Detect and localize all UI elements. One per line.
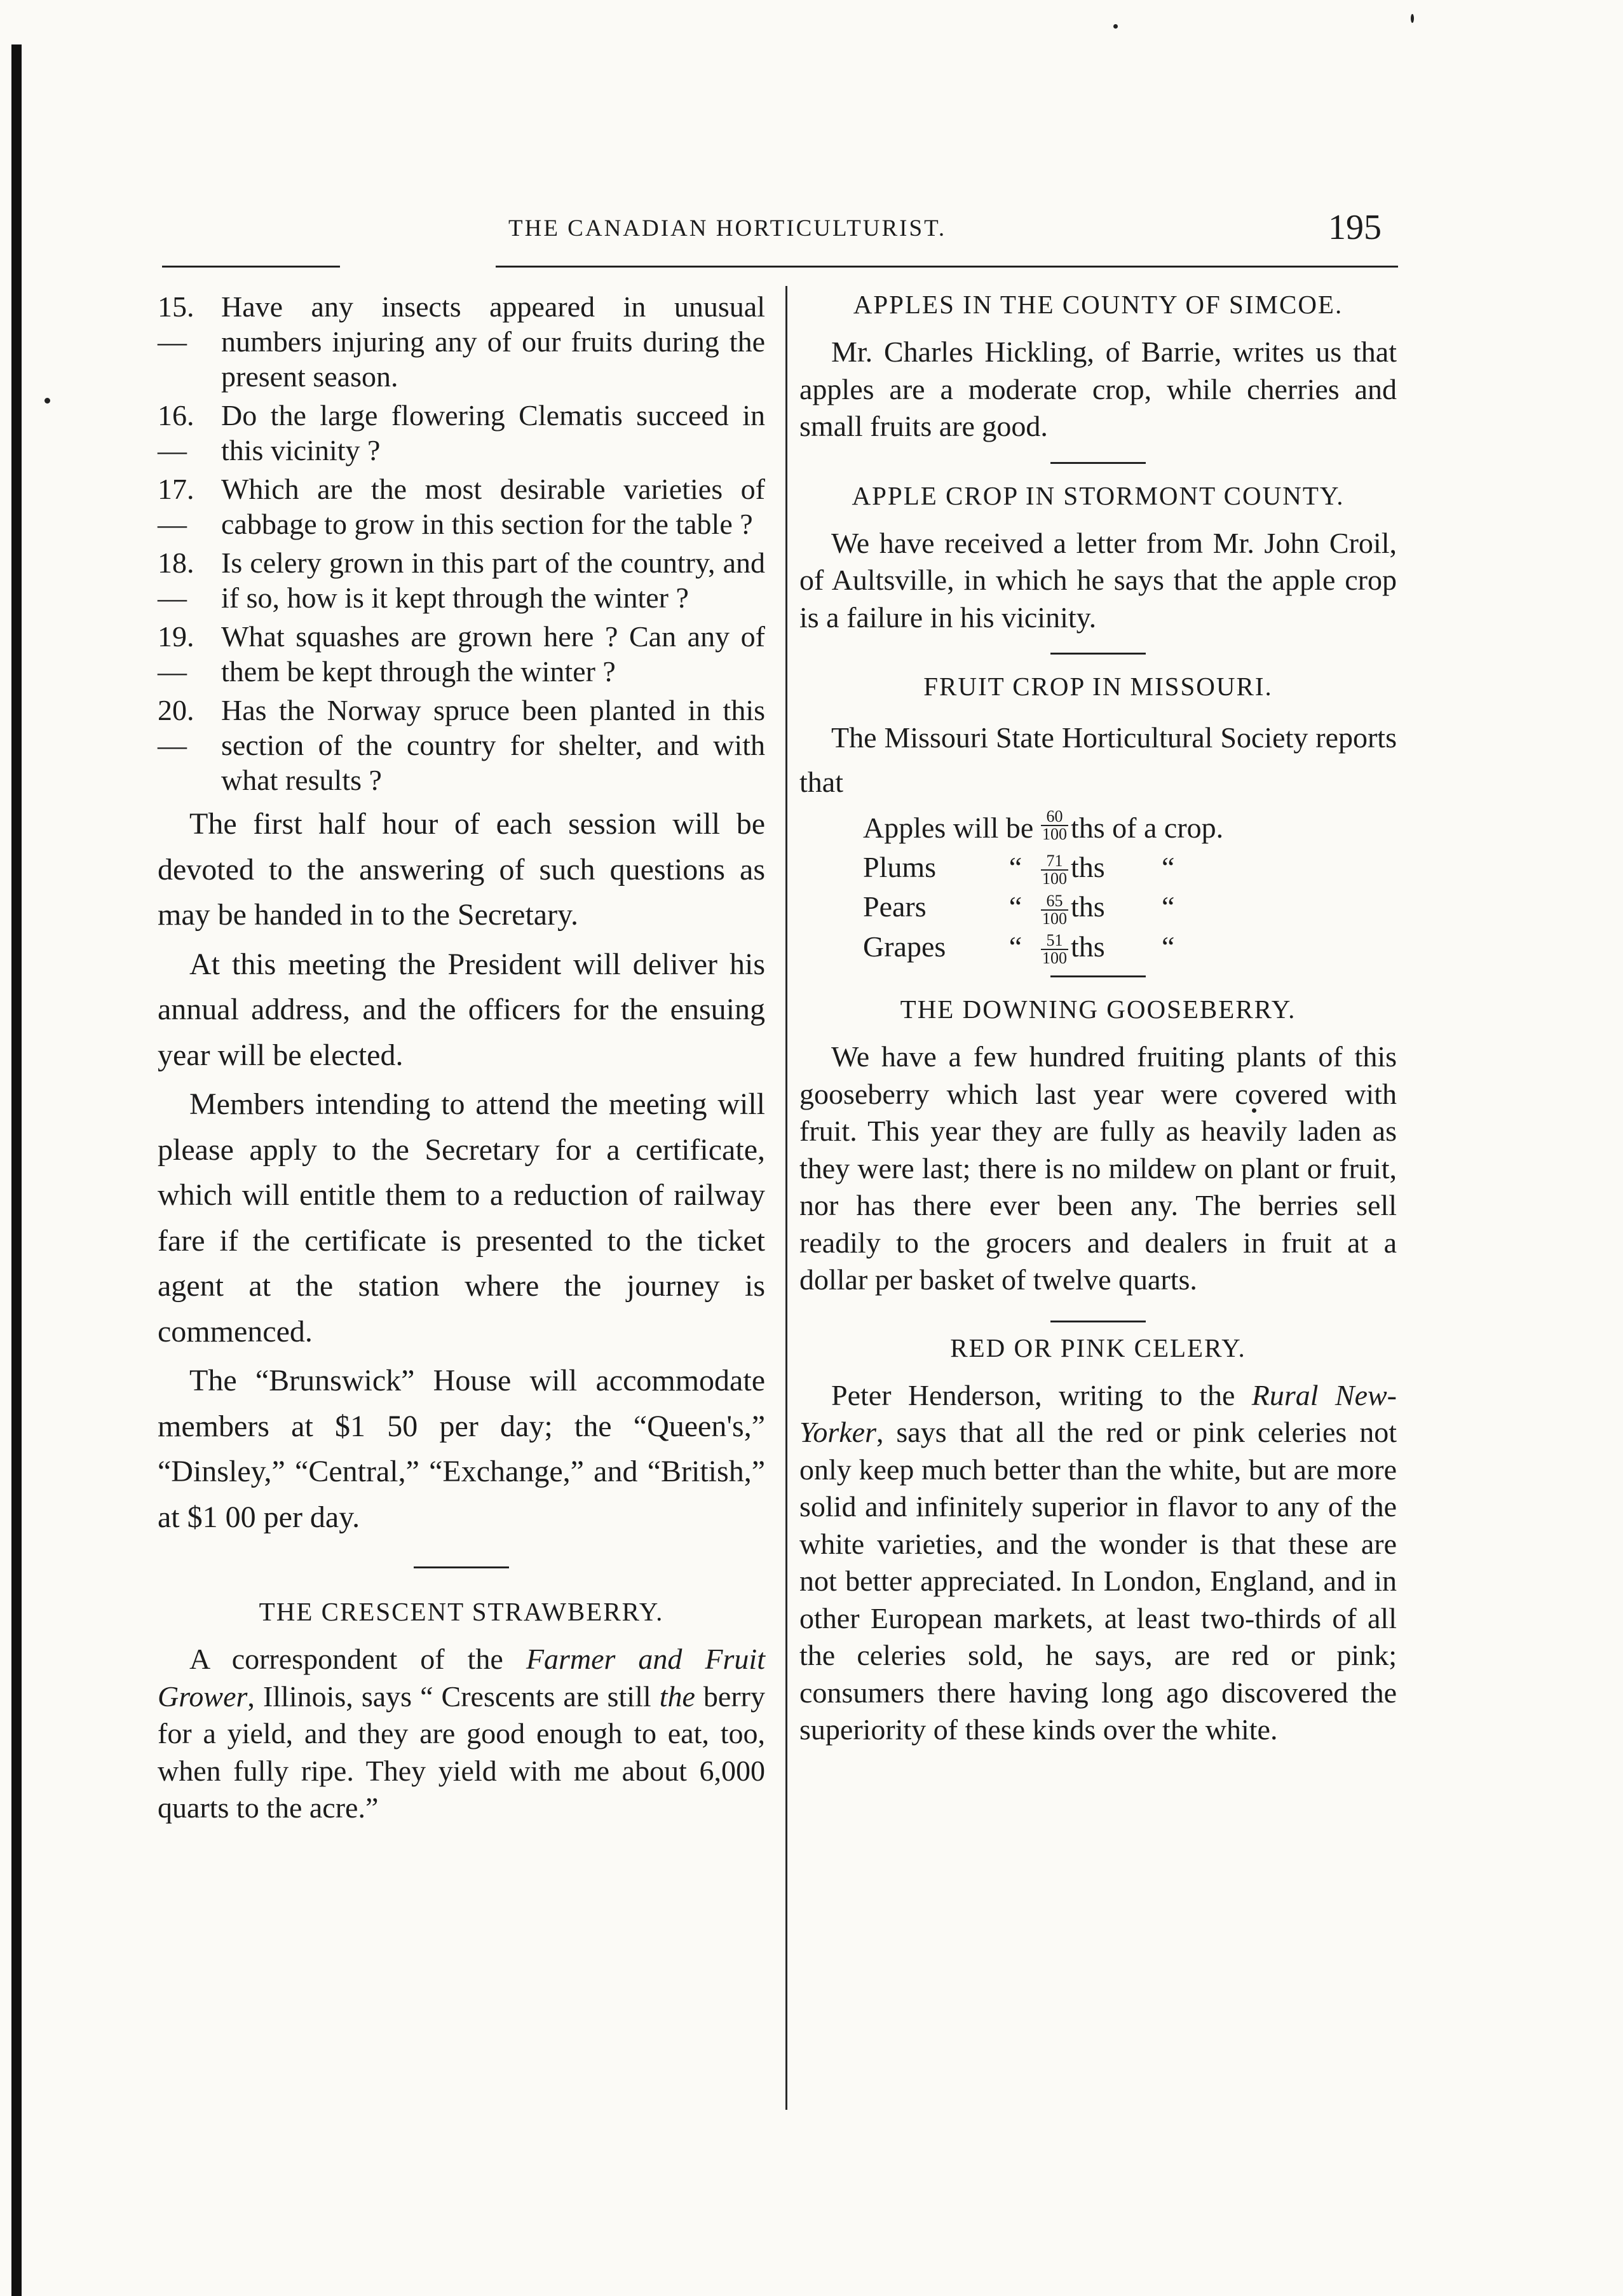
header-rule [162,266,340,268]
fraction-denominator: 100 [1042,869,1067,888]
text-run: berry for a yield, and they are good enough to eat, too, when fully ripe. They yield with me about 6,000 quarts to the acre.” [158,1680,765,1824]
fraction [1041,932,1068,967]
header-rule [496,266,1398,268]
fraction-numerator: 60 [1041,808,1068,826]
crop-row [863,808,1397,848]
question-text: Has the Norway spruce been planted in this section of the country for shelter, and with what results ? [221,694,765,796]
emphasis: the [659,1680,695,1713]
crop-suffix: ths [1071,930,1105,963]
section-heading: FRUIT CROP IN MISSOURI. [923,672,1273,701]
crop-share [1041,927,1162,967]
question-number: 20.— [158,694,194,761]
left-column [158,289,765,1831]
crop-share [1041,887,1162,927]
crop-row [863,887,1397,927]
text-run: , says that all the red or pink celeries not only keep much better than the white, but are more solid and infinitely superior in flavor to any of the white varieties, and the wonder is that these are not better appreciated. In London, England, and in other European markets, at least two-thirds of all the celeries sold, he says, are red or pink; consumers there having long ago discovered the superiority of these kinds over the white. [799,1416,1397,1746]
fraction [1041,893,1068,927]
crop-row [863,848,1397,887]
ditto-mark: “ [1008,930,1022,963]
question-number: 19.— [158,620,194,688]
fraction-numerator: 71 [1041,853,1068,871]
section-separator [1050,1321,1146,1322]
crop-table [863,808,1397,967]
question-item [158,289,765,394]
running-head-title: THE CANADIAN HORTICULTURIST. [508,215,947,241]
question-text: Have any insects appeared in unusual numbers injuring any of our fruits during the present season. [221,290,765,393]
crop-fruit: Apples will be [863,812,1034,844]
crop-share [1041,848,1162,887]
section-separator [1050,462,1146,464]
question-list [158,289,765,798]
question-item [158,693,765,798]
publication-title: Farmer and Fruit Grower [158,1643,765,1713]
ditto-mark: “ [1162,890,1175,923]
fraction [1041,808,1068,848]
section-heading: RED OR PINK CELERY. [950,1333,1246,1362]
section-heading: THE DOWNING GOOSEBERRY. [900,995,1296,1024]
paragraph: The first half hour of each session will be devoted to the answering of such questions as may be handed in to the Secretary. [158,807,765,932]
question-text: Which are the most desirable varieties of cabbage to grow in this section for the table ? [221,473,765,540]
text-run: A correspondent of the [189,1643,526,1675]
print-speck [1113,24,1118,29]
crop-suffix: ths [1071,851,1105,883]
crop-fruit: Plums [863,851,937,883]
question-text: What squashes are grown here ? Can any of them be kept through the winter ? [221,620,765,688]
fraction-numerator: 65 [1041,893,1068,911]
column-divider [785,286,787,2110]
crop-fruit: Grapes [863,930,946,963]
page-number: 195 [1328,208,1382,247]
question-item [158,545,765,615]
question-text: Do the large flowering Clematis succeed in this vicinity ? [221,399,765,466]
section-heading: THE CRESCENT STRAWBERRY. [259,1597,664,1626]
binding-edge [11,44,22,2296]
fraction-denominator: 100 [1042,825,1067,843]
question-item [158,398,765,468]
print-speck [1411,14,1414,23]
question-item [158,472,765,541]
section-heading: APPLE CROP IN STORMONT COUNTY. [852,480,1345,510]
running-head [0,202,1623,253]
paragraph: The “Brunswick” House will accommodate members at $1 50 per day; the “Queen's,” “Dinsley,” “Central,” “Exchange,” and “British,” at $1 00 per day. [158,1364,765,1534]
fraction-denominator: 100 [1042,909,1067,928]
section-separator [414,1566,509,1568]
crop-row [863,927,1397,967]
question-text: Is celery grown in this part of the country, and if so, how is it kept through the winter ? [221,547,765,614]
section-separator [1050,975,1146,977]
crop-suffix: ths of a crop. [1071,812,1224,844]
text-run: Peter Henderson, writing to the [831,1378,1252,1411]
ditto-mark: “ [1008,851,1022,883]
paragraph: At this meeting the President will deliver his annual address, and the officers for the ensuing year will be elected. [158,947,765,1072]
publication-title: Rural New-Yorker [799,1378,1397,1449]
ditto-mark: “ [1162,851,1175,883]
crop-fruit: Pears [863,890,927,923]
fraction-numerator: 51 [1041,932,1068,950]
ditto-mark: “ [1162,930,1175,963]
paragraph: We have received a letter from Mr. John Croil, of Aultsville, in which he says that the apple crop is a failure in his vicinity. [799,526,1397,634]
ditto-mark: “ [1008,890,1022,923]
question-number: 15.— [158,290,194,358]
paragraph: Members intending to attend the meeting will please apply to the Secretary for a certificate, which will entitle them to a reduction of railway fare if the certificate is presented to the ticket agent at the station where the journey is commenced. [158,1087,765,1348]
paragraph: The Missouri State Horticultural Society reports that [799,721,1397,798]
paragraph: Mr. Charles Hickling, of Barrie, writes us that apples are a moderate crop, while cherries and small fruits are good. [799,336,1397,442]
crop-suffix: ths [1071,890,1105,923]
print-speck [44,398,50,404]
paragraph [799,1377,1397,1749]
paragraph [158,1641,765,1827]
question-number: 18.— [158,547,194,614]
fraction-denominator: 100 [1042,949,1067,968]
right-column [799,289,1397,1753]
text-run: , Illinois, says “ Crescents are still [247,1680,660,1713]
question-number: 17.— [158,473,194,540]
section-heading: APPLES IN THE COUNTY OF SIMCOE. [853,290,1343,319]
question-number: 16.— [158,399,194,466]
fraction [1041,853,1068,887]
paragraph: We have a few hundred fruiting plants of this gooseberry which last year were covered with fruit. This year they are fully as heavily laden as they were last; there is no mildew on plant or fruit, nor has there ever been any. The berries sell readily to the grocers and dealers in fruit at a dollar per basket of twelve quarts. [799,1040,1397,1296]
question-item [158,619,765,689]
section-separator [1050,653,1146,655]
